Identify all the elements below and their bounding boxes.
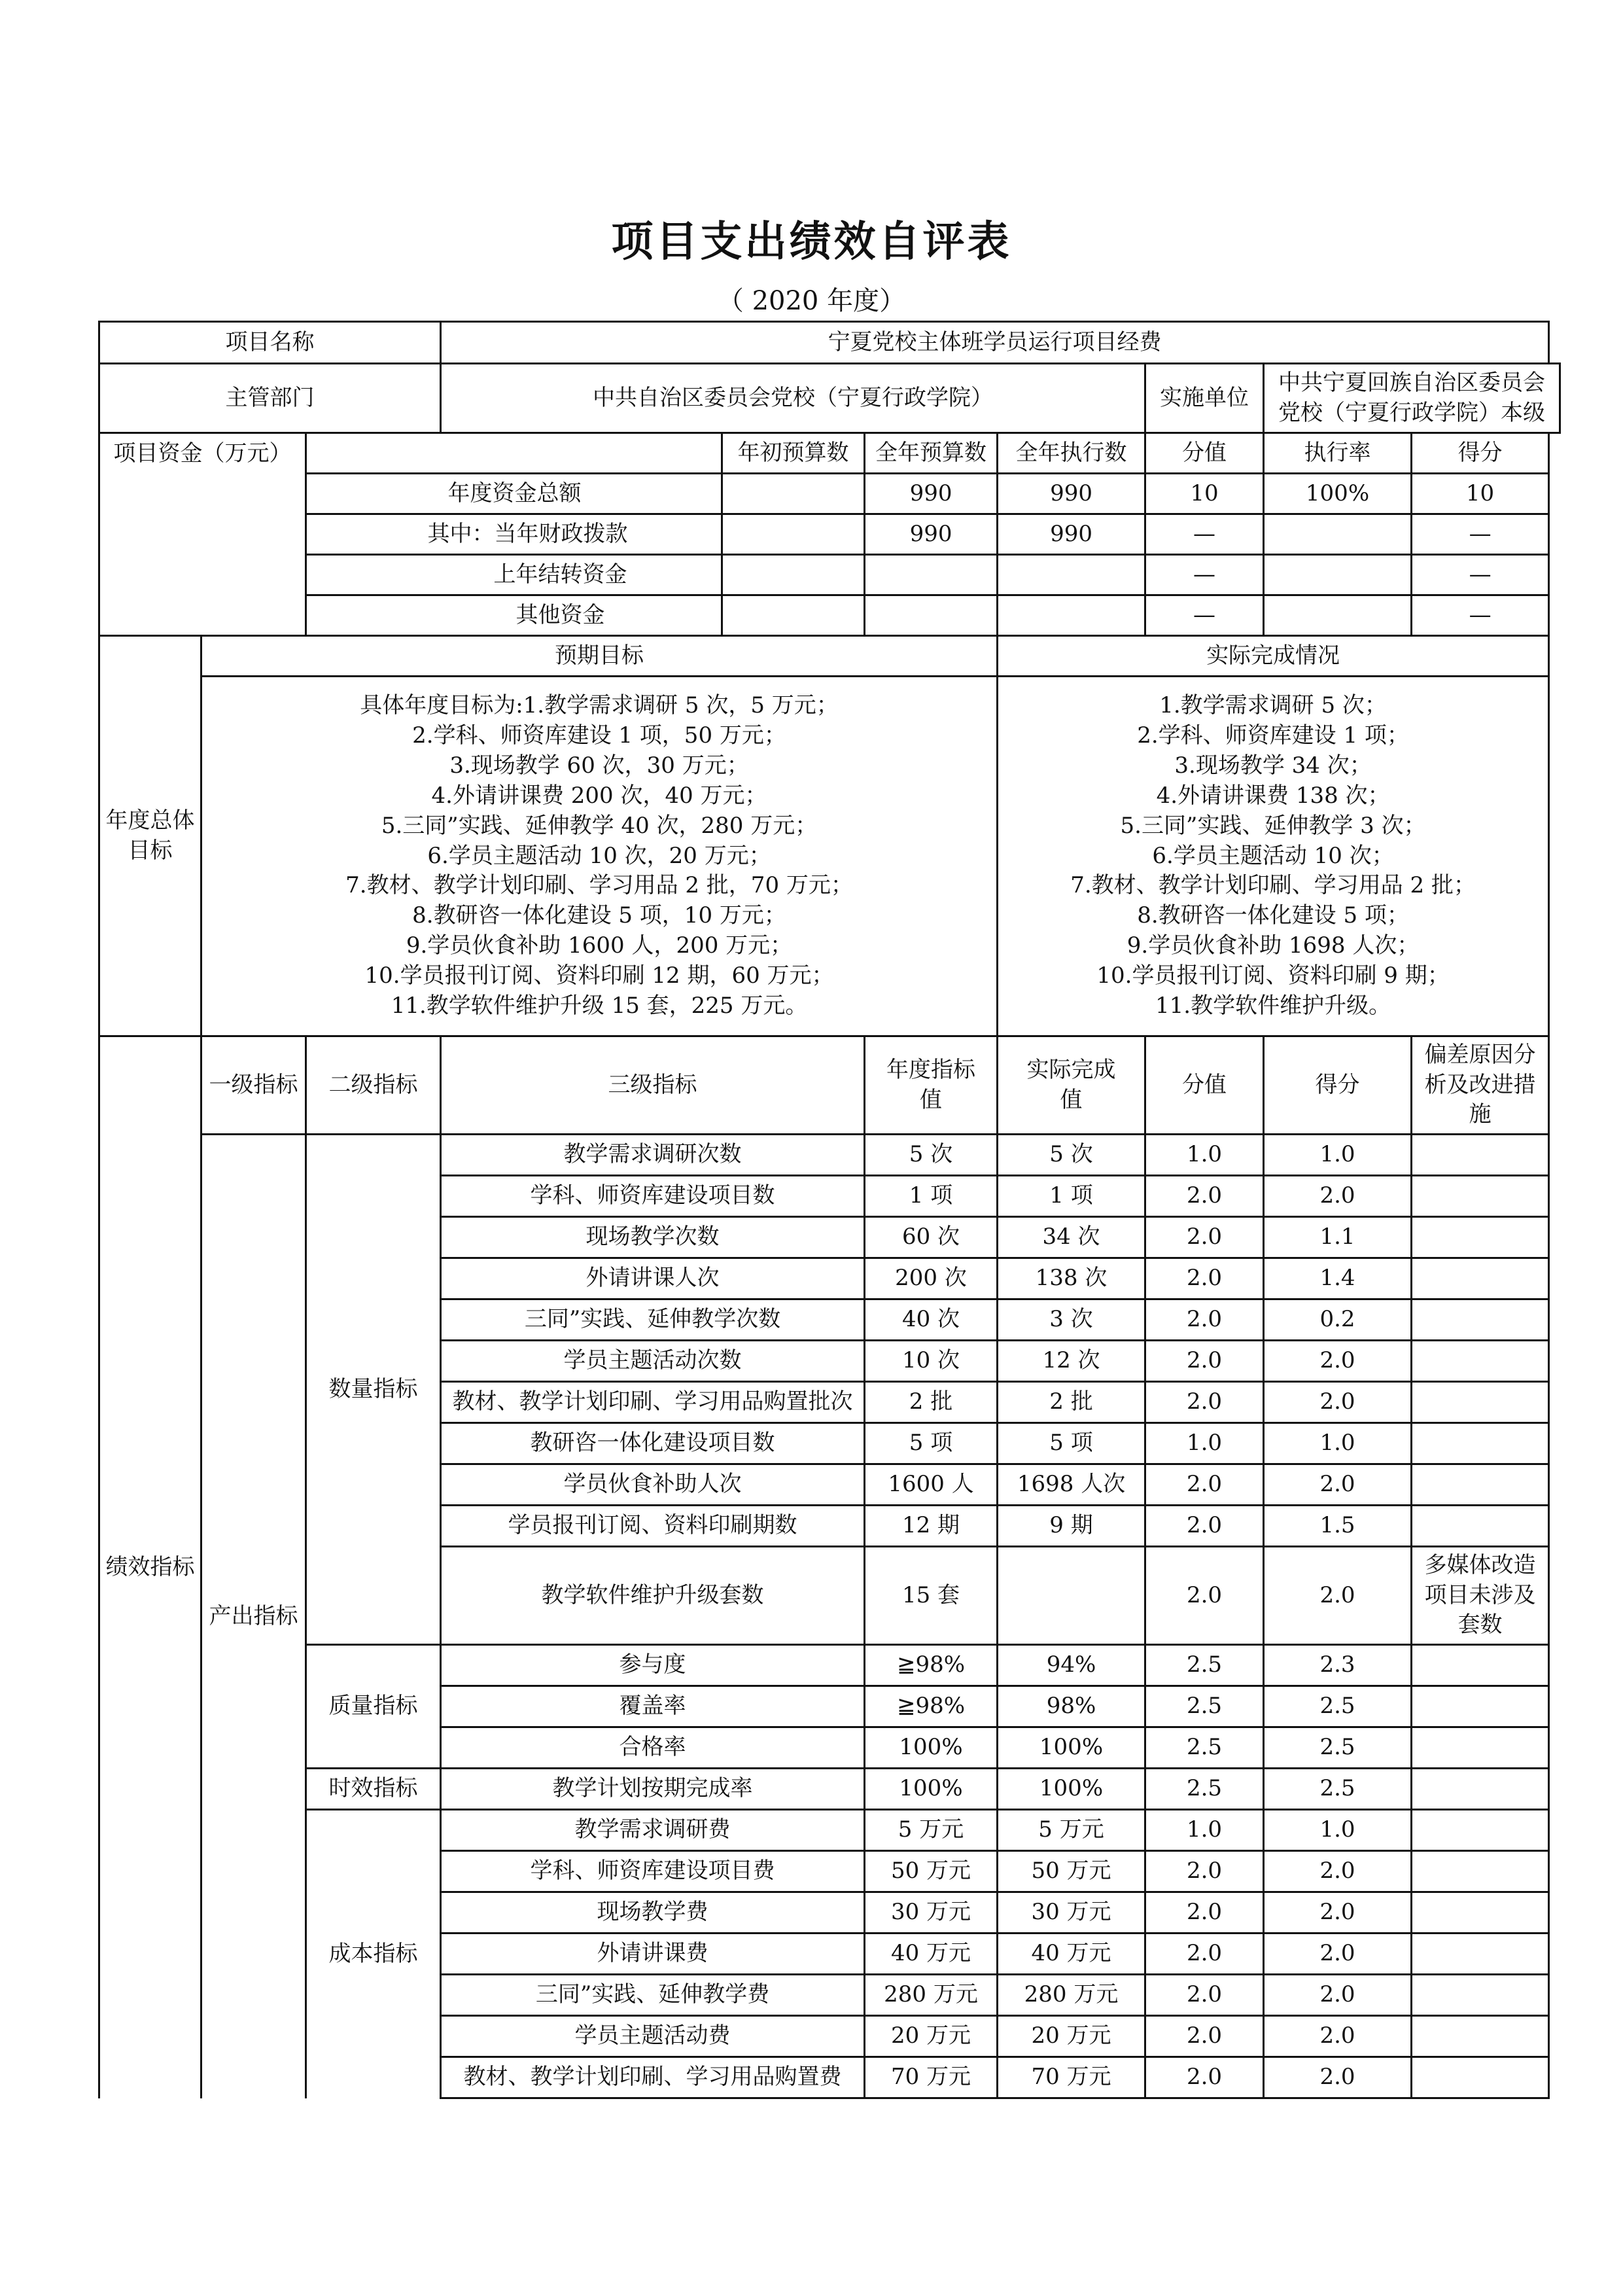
group-timeliness: 时效指标 (306, 1769, 441, 1810)
indicator-reason (1412, 1464, 1549, 1506)
indicator-score: 1.0 (1264, 1810, 1412, 1851)
indicator-score: 2.0 (1264, 1851, 1412, 1892)
indicator-actual: 12 次 (998, 1341, 1145, 1382)
indicator-reason (1412, 2016, 1549, 2057)
goal-expected-line: 6.学员主题活动 10 次，20 万元； (427, 842, 771, 869)
goals-expected-header: 预期目标 (201, 636, 998, 677)
row-funds-header (99, 433, 1560, 474)
indicator-score: 0.2 (1264, 1299, 1412, 1341)
indicator-reason (1412, 1810, 1549, 1851)
indicator-score-value: 2.5 (1145, 1645, 1264, 1686)
indicator-score-value: 2.0 (1145, 1464, 1264, 1506)
level1-output: 产出指标 (201, 1135, 306, 2098)
funds-row-initial (722, 474, 865, 514)
indicator-score-value: 2.0 (1145, 1934, 1264, 1975)
indicator-actual: 5 次 (998, 1135, 1145, 1176)
goal-actual-line: 7.教材、教学计划印刷、学习用品 2 批； (1070, 872, 1476, 899)
indicator-reason (1412, 1423, 1549, 1464)
funds-row-name: 上年结转资金 (306, 555, 722, 595)
indicator-name: 学员主题活动次数 (441, 1341, 865, 1382)
header-level2: 二级指标 (306, 1036, 441, 1135)
funds-row-rate (1264, 555, 1412, 595)
goal-expected-line: 9.学员伙食补助 1600 人，200 万元； (406, 932, 793, 959)
funds-header-initial: 年初预算数 (722, 433, 865, 474)
funds-row (99, 595, 1560, 636)
indicator-score: 2.3 (1264, 1645, 1412, 1686)
funds-row-exec (998, 595, 1145, 636)
goal-actual-line: 4.外请讲课费 138 次； (1156, 782, 1390, 809)
funds-row-initial (722, 514, 865, 555)
indicator-target: 200 次 (865, 1258, 998, 1299)
indicator-name: 外请讲课费 (441, 1934, 865, 1975)
goals-actual-header: 实际完成情况 (998, 636, 1549, 677)
funds-row-exec (998, 555, 1145, 595)
indicator-target: 1600 人 (865, 1464, 998, 1506)
funds-row-score-value: — (1145, 514, 1264, 555)
indicator-reason (1412, 1176, 1549, 1217)
header-score-value: 分值 (1145, 1036, 1264, 1135)
header-level3: 三级指标 (441, 1036, 865, 1135)
indicator-reason (1412, 1934, 1549, 1975)
evaluation-table (98, 321, 1561, 2099)
indicator-name: 现场教学次数 (441, 1217, 865, 1258)
indicator-reason (1412, 1135, 1549, 1176)
indicator-score-value: 2.0 (1145, 1975, 1264, 2016)
indicator-actual: 9 期 (998, 1506, 1145, 1547)
funds-header-score: 得分 (1412, 433, 1549, 474)
goal-actual-line: 8.教研咨一体化建设 5 项； (1137, 902, 1409, 929)
indicator-actual: 70 万元 (998, 2057, 1145, 2098)
header-target: 年度指标值 (865, 1036, 998, 1135)
indicator-name: 教学需求调研次数 (441, 1135, 865, 1176)
header-score: 得分 (1264, 1036, 1412, 1135)
indicator-name: 教材、教学计划印刷、学习用品购置费 (441, 2057, 865, 2098)
indicator-name: 教学软件维护升级套数 (441, 1547, 865, 1645)
goal-expected-line: 具体年度目标为:1.教学需求调研 5 次，5 万元； (360, 692, 839, 719)
funds-row-score: — (1412, 514, 1549, 555)
indicator-score: 1.0 (1264, 1423, 1412, 1464)
indicator-target: 5 万元 (865, 1810, 998, 1851)
indicator-target: 10 次 (865, 1341, 998, 1382)
funds-row-initial (722, 595, 865, 636)
indicator-target: 20 万元 (865, 2016, 998, 2057)
goals-header-row (99, 636, 1560, 677)
indicator-row (99, 1135, 1560, 1176)
indicator-name: 三同”实践、延伸教学费 (441, 1975, 865, 2016)
indicator-reason (1412, 1506, 1549, 1547)
indicator-target: 2 批 (865, 1382, 998, 1423)
goals-expected-cell (201, 677, 998, 1036)
indicator-score: 2.5 (1264, 1686, 1412, 1727)
indicator-score-value: 2.5 (1145, 1686, 1264, 1727)
indicator-name: 外请讲课人次 (441, 1258, 865, 1299)
header-reason: 偏差原因分析及改进措施 (1412, 1036, 1549, 1135)
goal-actual-line: 10.学员报刊订阅、资料印刷 9 期； (1096, 963, 1450, 989)
indicator-target: 50 万元 (865, 1851, 998, 1892)
indicator-reason (1412, 2057, 1549, 2098)
goal-expected-line: 3.现场教学 60 次，30 万元； (449, 752, 749, 779)
funds-row-name: 年度资金总额 (306, 474, 722, 514)
indicator-reason (1412, 1686, 1549, 1727)
indicator-reason: 多媒体改造项目未涉及套数 (1412, 1547, 1549, 1645)
indicator-name: 教学需求调研费 (441, 1810, 865, 1851)
indicator-score: 2.0 (1264, 1934, 1412, 1975)
goals-label: 年度总体目标 (99, 636, 201, 1036)
indicator-reason (1412, 1769, 1549, 1810)
indicator-score: 2.0 (1264, 1892, 1412, 1934)
indicator-score: 1.5 (1264, 1506, 1412, 1547)
indicator-score: 1.1 (1264, 1217, 1412, 1258)
funds-row-rate: 100% (1264, 474, 1412, 514)
indicator-score-value: 2.0 (1145, 1299, 1264, 1341)
funds-row (99, 474, 1560, 514)
group-cost: 成本指标 (306, 1810, 441, 2098)
goal-expected-line: 7.教材、教学计划印刷、学习用品 2 批，70 万元； (345, 872, 853, 899)
indicator-score-value: 2.0 (1145, 1341, 1264, 1382)
indicator-actual: 1 项 (998, 1176, 1145, 1217)
indicator-name: 教研咨一体化建设项目数 (441, 1423, 865, 1464)
funds-header-blank (306, 433, 722, 474)
indicator-actual: 40 万元 (998, 1934, 1145, 1975)
group-quality: 质量指标 (306, 1645, 441, 1769)
indicator-score-value: 2.5 (1145, 1769, 1264, 1810)
goal-expected-line: 2.学科、师资库建设 1 项，50 万元； (412, 722, 786, 749)
group-quantity: 数量指标 (306, 1135, 441, 1645)
indicator-score-value: 2.0 (1145, 2016, 1264, 2057)
indicator-actual: 3 次 (998, 1299, 1145, 1341)
goal-expected-line: 4.外请讲课费 200 次，40 万元； (431, 782, 767, 809)
indicator-score-value: 1.0 (1145, 1810, 1264, 1851)
goal-actual-line: 6.学员主题活动 10 次； (1152, 842, 1394, 869)
project-name-label: 项目名称 (99, 322, 441, 364)
indicator-target: 15 套 (865, 1547, 998, 1645)
indicator-target: 40 万元 (865, 1934, 998, 1975)
indicator-actual: 30 万元 (998, 1892, 1145, 1934)
funds-row-rate (1264, 514, 1412, 555)
header-level1: 一级指标 (201, 1036, 306, 1135)
funds-row-score: — (1412, 555, 1549, 595)
indicator-actual: 5 项 (998, 1423, 1145, 1464)
indicator-actual: 20 万元 (998, 2016, 1145, 2057)
indicator-name: 学科、师资库建设项目费 (441, 1851, 865, 1892)
indicator-score: 2.5 (1264, 1769, 1412, 1810)
indicator-target: 5 项 (865, 1423, 998, 1464)
indicator-name: 现场教学费 (441, 1892, 865, 1934)
indicator-reason (1412, 1892, 1549, 1934)
project-name-value: 宁夏党校主体班学员运行项目经费 (441, 322, 1549, 364)
goal-expected-line: 11.教学软件维护升级 15 套，225 万元。 (391, 993, 808, 1019)
indicator-target: 1 项 (865, 1176, 998, 1217)
funds-header-exec: 全年执行数 (998, 433, 1145, 474)
indicator-actual: 5 万元 (998, 1810, 1145, 1851)
indicator-score: 2.0 (1264, 2057, 1412, 2098)
indicator-score-value: 2.5 (1145, 1727, 1264, 1769)
funds-row-score-value: 10 (1145, 474, 1264, 514)
goals-body-row (99, 677, 1560, 1036)
indicator-score-value: 2.0 (1145, 1892, 1264, 1934)
indicator-score: 2.0 (1264, 1382, 1412, 1423)
indicator-target: 5 次 (865, 1135, 998, 1176)
indicator-score-value: 2.0 (1145, 1547, 1264, 1645)
indicator-reason (1412, 1382, 1549, 1423)
indicator-target: 40 次 (865, 1299, 998, 1341)
funds-row-budget: 990 (865, 514, 998, 555)
indicator-name: 学科、师资库建设项目数 (441, 1176, 865, 1217)
indicator-actual: 34 次 (998, 1217, 1145, 1258)
goal-actual-line: 11.教学软件维护升级。 (1155, 993, 1391, 1019)
funds-row-exec: 990 (998, 514, 1145, 555)
funds-row-score-value: — (1145, 555, 1264, 595)
indicator-actual: 100% (998, 1769, 1145, 1810)
indicator-target: 100% (865, 1769, 998, 1810)
indicator-target: 100% (865, 1727, 998, 1769)
indicator-row (99, 1810, 1560, 1851)
funds-row-initial (722, 555, 865, 595)
indicator-header-row (99, 1036, 1560, 1135)
indicator-score: 2.0 (1264, 1464, 1412, 1506)
indicator-actual: 100% (998, 1727, 1145, 1769)
indicator-name: 三同”实践、延伸教学次数 (441, 1299, 865, 1341)
header-actual: 实际完成值 (998, 1036, 1145, 1135)
indicator-actual: 98% (998, 1686, 1145, 1727)
funds-row-score-value: — (1145, 595, 1264, 636)
indicator-score-value: 2.0 (1145, 1258, 1264, 1299)
indicator-score-value: 2.0 (1145, 1506, 1264, 1547)
indicator-actual (998, 1547, 1145, 1645)
funds-row (99, 514, 1560, 555)
indicator-actual: 280 万元 (998, 1975, 1145, 2016)
funds-row-name: 其他资金 (306, 595, 722, 636)
goal-actual-line: 3.现场教学 34 次； (1174, 752, 1372, 779)
indicator-reason (1412, 1258, 1549, 1299)
funds-label: 项目资金（万元） (99, 433, 306, 636)
indicator-reason (1412, 1975, 1549, 2016)
indicator-actual: 94% (998, 1645, 1145, 1686)
indicator-score: 2.0 (1264, 1176, 1412, 1217)
indicator-target: 30 万元 (865, 1892, 998, 1934)
indicator-name: 参与度 (441, 1645, 865, 1686)
funds-header-rate: 执行率 (1264, 433, 1412, 474)
indicator-target: 60 次 (865, 1217, 998, 1258)
document-title: 项目支出绩效自评表 (611, 217, 1012, 266)
dept-value: 中共自治区委员会党校（宁夏行政学院） (441, 364, 1145, 433)
indicator-score: 2.0 (1264, 1975, 1412, 2016)
indicator-reason (1412, 1299, 1549, 1341)
indicator-score-value: 2.0 (1145, 2057, 1264, 2098)
impl-value: 中共宁夏回族自治区委员会党校（宁夏行政学院）本级 (1264, 364, 1560, 433)
indicator-row (99, 1769, 1560, 1810)
indicator-target: 70 万元 (865, 2057, 998, 2098)
table-body (99, 322, 1560, 2098)
impl-label: 实施单位 (1145, 364, 1264, 433)
indicator-reason (1412, 1645, 1549, 1686)
indicator-score: 1.0 (1264, 1135, 1412, 1176)
indicator-name: 教学计划按期完成率 (441, 1769, 865, 1810)
indicator-reason (1412, 1851, 1549, 1892)
row-department (99, 364, 1560, 433)
indicator-name: 学员伙食补助人次 (441, 1464, 865, 1506)
indicator-score: 2.0 (1264, 2016, 1412, 2057)
funds-row-score: 10 (1412, 474, 1549, 514)
funds-row-budget: 990 (865, 474, 998, 514)
indicator-score-value: 2.0 (1145, 1176, 1264, 1217)
indicator-name: 覆盖率 (441, 1686, 865, 1727)
indicator-score: 2.0 (1264, 1341, 1412, 1382)
indicator-score-value: 2.0 (1145, 1217, 1264, 1258)
indicator-score: 2.0 (1264, 1547, 1412, 1645)
indicator-target: 280 万元 (865, 1975, 998, 2016)
goal-expected-line: 10.学员报刊订阅、资料印刷 12 期，60 万元； (364, 963, 834, 989)
funds-row (99, 555, 1560, 595)
indicator-target: ≧98% (865, 1686, 998, 1727)
indicator-reason (1412, 1217, 1549, 1258)
funds-header-budget: 全年预算数 (865, 433, 998, 474)
indicator-score: 2.5 (1264, 1727, 1412, 1769)
indicator-score-value: 2.0 (1145, 1382, 1264, 1423)
indicator-name: 合格率 (441, 1727, 865, 1769)
goal-expected-line: 8.教研咨一体化建设 5 项，10 万元； (412, 902, 786, 929)
indicators-section-label: 绩效指标 (99, 1036, 201, 2098)
indicator-reason (1412, 1341, 1549, 1382)
goals-actual-cell (998, 677, 1549, 1036)
goal-actual-line: 9.学员伙食补助 1698 人次； (1126, 932, 1420, 959)
indicator-actual: 1698 人次 (998, 1464, 1145, 1506)
dept-label: 主管部门 (99, 364, 441, 433)
funds-header-score-value: 分值 (1145, 433, 1264, 474)
indicator-name: 学员主题活动费 (441, 2016, 865, 2057)
funds-row-rate (1264, 595, 1412, 636)
indicator-actual: 2 批 (998, 1382, 1145, 1423)
funds-row-budget (865, 595, 998, 636)
indicator-score: 1.4 (1264, 1258, 1412, 1299)
funds-row-score: — (1412, 595, 1549, 636)
funds-row-budget (865, 555, 998, 595)
indicator-row (99, 1645, 1560, 1686)
goal-actual-line: 1.教学需求调研 5 次； (1159, 692, 1387, 719)
indicator-score-value: 1.0 (1145, 1135, 1264, 1176)
funds-row-name: 其中：当年财政拨款 (306, 514, 722, 555)
indicator-actual: 138 次 (998, 1258, 1145, 1299)
funds-row-exec: 990 (998, 474, 1145, 514)
goal-actual-line: 2.学科、师资库建设 1 项； (1137, 722, 1409, 749)
goal-actual-line: 5.三同”实践、延伸教学 3 次； (1120, 812, 1426, 839)
indicator-score-value: 2.0 (1145, 1851, 1264, 1892)
indicator-reason (1412, 1727, 1549, 1769)
indicator-target: 12 期 (865, 1506, 998, 1547)
indicator-score-value: 1.0 (1145, 1423, 1264, 1464)
row-project-name (99, 322, 1560, 364)
indicator-actual: 50 万元 (998, 1851, 1145, 1892)
goal-expected-line: 5.三同”实践、延伸教学 40 次，280 万元； (381, 812, 818, 839)
document-year: （ 2020 年度） (717, 286, 906, 316)
indicator-target: ≧98% (865, 1645, 998, 1686)
indicator-name: 学员报刊订阅、资料印刷期数 (441, 1506, 865, 1547)
indicator-name: 教材、教学计划印刷、学习用品购置批次 (441, 1382, 865, 1423)
